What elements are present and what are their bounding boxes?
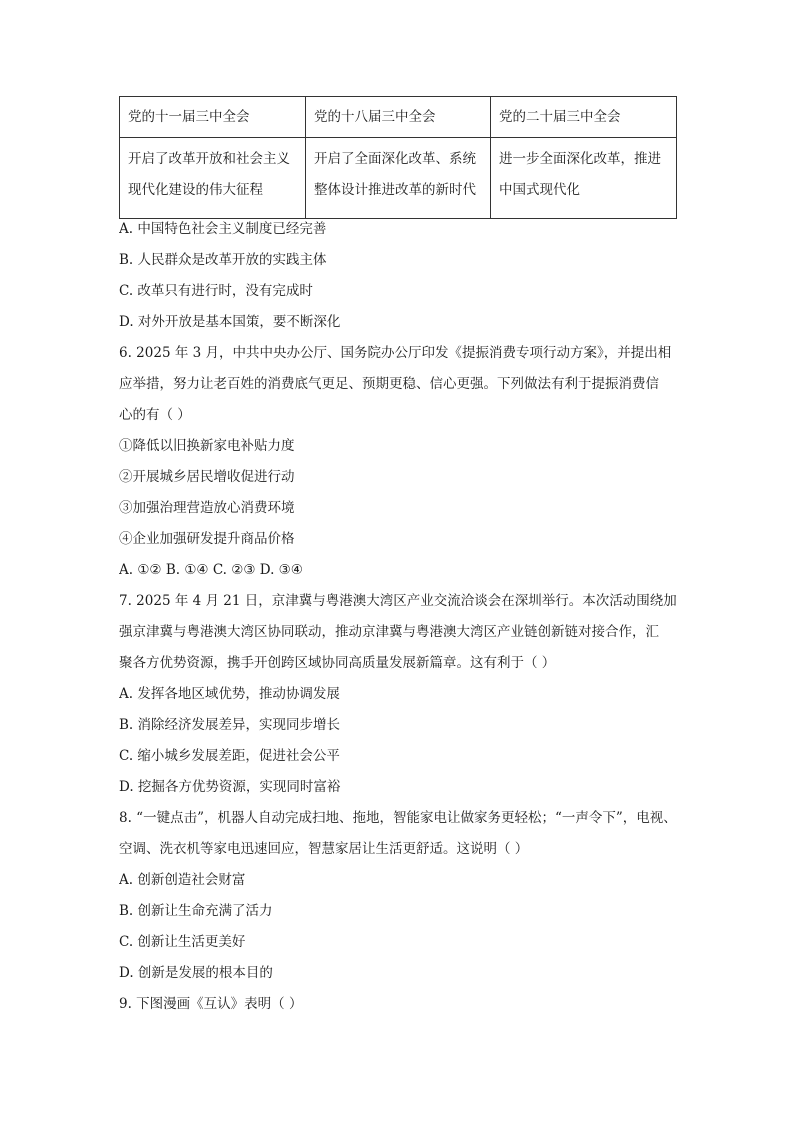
question-stem-line: 8. “一键点击”，机器人自动完成扫地、拖地，智能家电让做家务更轻松；“一声令下”，电视、: [119, 810, 677, 826]
statement-item: ④企业加强研发提升商品价格: [119, 531, 295, 547]
question-stem-line: 空调、洗衣机等家电迅速回应，智慧家居让生活更舒适。这说明（ ）: [119, 841, 529, 857]
question-7: [119, 586, 679, 803]
option-c: C. 缩小城乡发展差距，促进社会公平: [119, 748, 340, 764]
question-stem-line: 心的有（ ）: [119, 407, 191, 423]
option-a: A. 发挥各地区域优势，推动协调发展: [119, 686, 340, 702]
statement-item: ①降低以旧换新家电补贴力度: [119, 438, 295, 454]
question-6: [119, 338, 679, 586]
question-stem-line: 7. 2025 年 4 月 21 日，京津冀与粤港澳大湾区产业交流洽谈会在深圳举行。本次活动围绕加: [119, 593, 677, 609]
option-a: A. 创新创造社会财富: [119, 872, 246, 888]
question-stem-line: 6. 2025 年 3 月，中共中央办公厅、国务院办公厅印发《提振消费专项行动方案》，并提出相: [119, 345, 672, 361]
option-c: C. 创新让生活更美好: [119, 934, 246, 950]
question-content: [119, 214, 679, 1020]
table-row: [120, 138, 677, 219]
question-9: [119, 989, 679, 1020]
table-cell: 进一步全面深化改革，推进中国式现代化: [491, 138, 677, 219]
option-d: D. 对外开放是基本国策，要不断深化: [119, 314, 341, 330]
table-cell: 开启了全面深化改革、系统整体设计推进改革的新时代: [306, 138, 491, 219]
table-cell: 开启了改革开放和社会主义现代化建设的伟大征程: [120, 138, 306, 219]
plenary-session-table: [119, 96, 677, 219]
question-stem-line: 9. 下图漫画《互认》表明（ ）: [119, 996, 303, 1012]
option-a: A. 中国特色社会主义制度已经完善: [119, 221, 327, 237]
option-b: B. 创新让生命充满了活力: [119, 903, 273, 919]
table-header-cell: 党的二十届三中全会: [491, 97, 677, 138]
question-8: [119, 803, 679, 989]
option-d: D. 挖掘各方优势资源，实现同时富裕: [119, 779, 341, 795]
option-c: C. 改革只有进行时，没有完成时: [119, 283, 313, 299]
table-header-row: [120, 97, 677, 138]
option-b: B. 消除经济发展差异，实现同步增长: [119, 717, 341, 733]
statement-item: ②开展城乡居民增收促进行动: [119, 469, 295, 485]
question-stem-line: 聚各方优势资源，携手开创跨区域协同高质量发展新篇章。这有利于（ ）: [119, 655, 556, 671]
table-header-cell: 党的十一届三中全会: [120, 97, 306, 138]
question-5-options: [119, 214, 679, 338]
option-b: B. 人民群众是改革开放的实践主体: [119, 252, 327, 268]
answer-options: A. ①② B. ①④ C. ②③ D. ③④: [119, 562, 303, 578]
option-d: D. 创新是发展的根本目的: [119, 965, 273, 981]
question-stem-line: 应举措，努力让老百姓的消费底气更足、预期更稳、信心更强。下列做法有利于提振消费信: [119, 376, 659, 392]
table-header-cell: 党的十八届三中全会: [306, 97, 491, 138]
statement-item: ③加强治理营造放心消费环境: [119, 500, 295, 516]
question-stem-line: 强京津冀与粤港澳大湾区协同联动，推动京津冀与粤港澳大湾区产业链创新链对接合作，汇: [119, 624, 659, 640]
